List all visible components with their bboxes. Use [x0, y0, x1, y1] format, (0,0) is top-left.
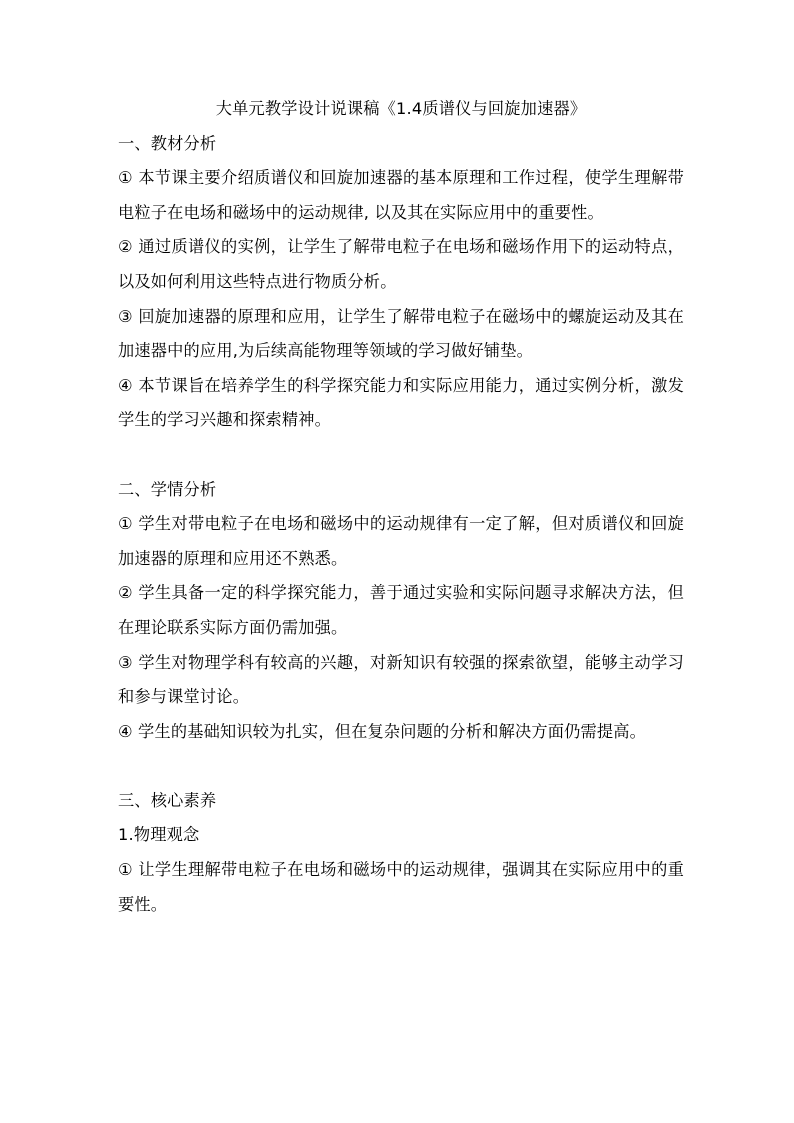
- paragraph: ② 学生具备一定的科学探究能力，善于通过实验和实际问题寻求解决方法，但在理论联系实际方面仍需加强。: [118, 583, 684, 637]
- paragraph: ① 本节课主要介绍质谱仪和回旋加速器的基本原理和工作过程，使学生理解带电粒子在电场和磁场中的运动规律, 以及其在实际应用中的重要性。: [118, 168, 684, 222]
- paragraph: ④ 学生的基础知识较为扎实，但在复杂问题的分析和解决方面仍需提高。: [118, 721, 647, 741]
- subsection-heading-physics-concept: 1.物理观念: [118, 825, 200, 845]
- blank-line: [118, 438, 684, 473]
- section-heading-learner-analysis: 二、学情分析: [118, 479, 217, 499]
- section-heading-core-literacy: 三、核心素养: [118, 790, 217, 810]
- document-title: 大单元教学设计说课稿《1.4质谱仪与回旋加速器》: [215, 99, 587, 118]
- paragraph: ② 通过质谱仪的实例，让学生了解带电粒子在电场和磁场作用下的运动特点，以及如何利用这些特点进行物质分析。: [118, 237, 684, 291]
- document-body: [118, 92, 684, 922]
- paragraph: ③ 回旋加速器的原理和应用，让学生了解带电粒子在磁场中的螺旋运动及其在加速器中的应用,为后续高能物理等领域的学习做好铺垫。: [118, 306, 684, 361]
- blank-line: [118, 749, 684, 784]
- section-heading-textbook-analysis: 一、教材分析: [118, 133, 217, 153]
- paragraph: ① 学生对带电粒子在电场和磁场中的运动规律有一定了解，但对质谱仪和回旋加速器的原理和应用还不熟悉。: [118, 514, 684, 568]
- paragraph: ③ 学生对物理学科有较高的兴趣，对新知识有较强的探索欲望，能够主动学习和参与课堂讨论。: [118, 652, 684, 707]
- paragraph: ① 让学生理解带电粒子在电场和磁场中的运动规律，强调其在实际应用中的重要性。: [118, 860, 684, 914]
- paragraph: ④ 本节课旨在培养学生的科学探究能力和实际应用能力，通过实例分析，激发学生的学习兴趣和探索精神。: [118, 375, 684, 430]
